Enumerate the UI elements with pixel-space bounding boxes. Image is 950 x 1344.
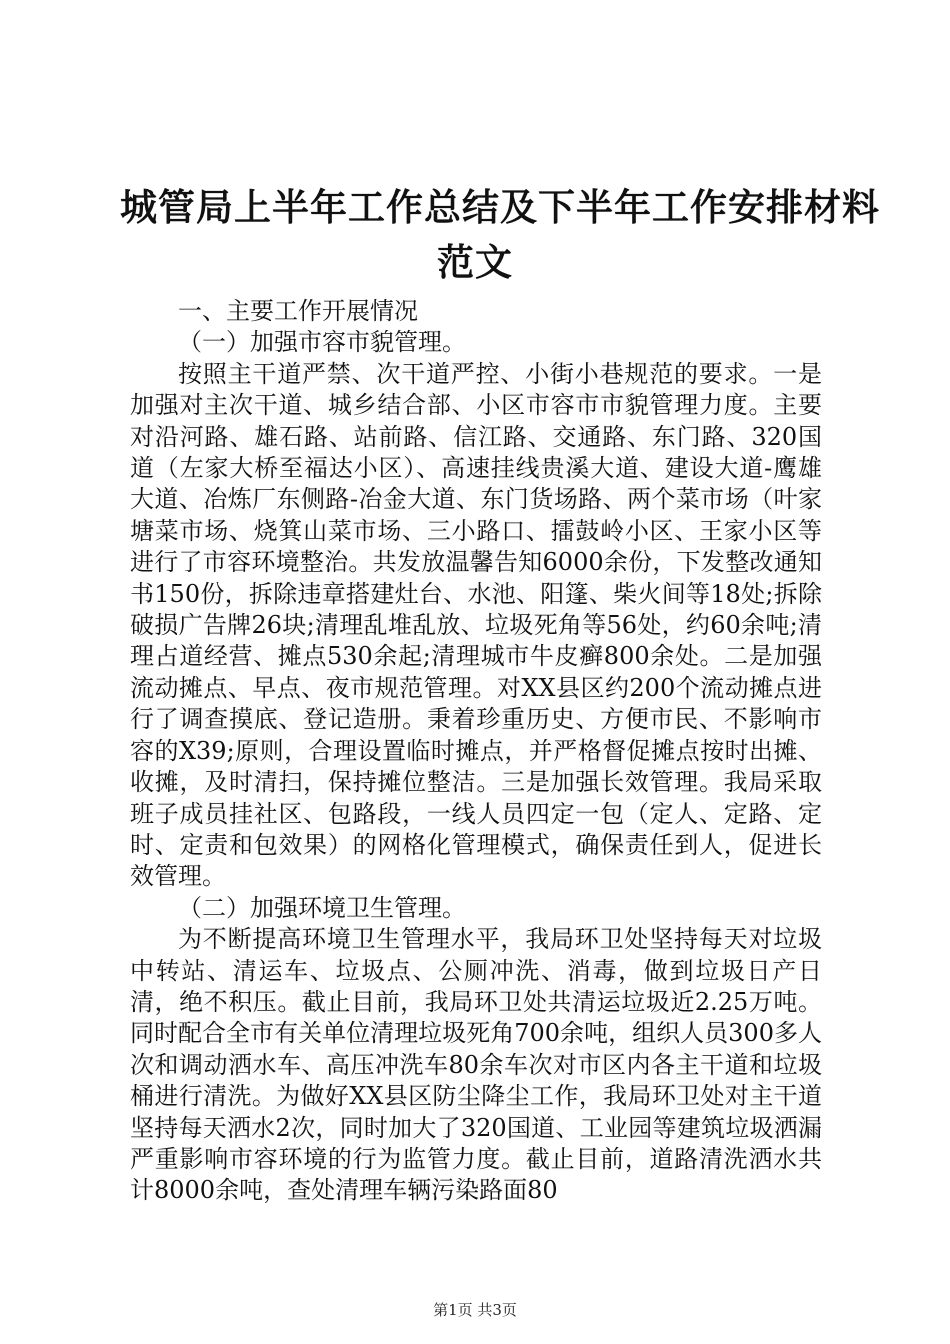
body-paragraph: 按照主干道严禁、次干道严控、小街小巷规范的要求。一是加强对主次干道、城乡结合部、小区市容市市貌管理力度。主要对沿河路、雄石路、站前路、信江路、交通路、东门路、320国道（左家大桥至福达小区）、高速挂线贵溪大道、建设大道-鹰雄大道、冶炼厂东侧路-冶金大道、东门货场路、两个菜市场（叶家塘菜市场、烧箕山菜市场、三小路口、擂鼓岭小区、王家小区等进行了市容环境整治。共发放温馨告知6000余份，下发整改通知书150份，拆除违章搭建灶台、水池、阳篷、柴火间等18处;拆除破损广告牌26块;清理乱堆乱放、垃圾死角等56处，约60余吨;清理占道经营、摊点530余起;清理城市牛皮癣800余处。二是加强流动摊点、早点、夜市规范管理。对XX县区约200个流动摊点进行了调查摸底、登记造册。秉着珍重历史、方便市民、不影响市容的X39;原则，合理设置临时摊点，并严格督促摊点按时出摊、收摊，及时清扫，保持摊位整洁。三是加强长效管理。我局采取班子成员挂社区、包路段，一线人员四定一包（定人、定路、定时、定责和包效果）的网格化管理模式，确保责任到人，促进长效管理。 — [130, 359, 822, 891]
document-title-line-2: 范文 — [437, 241, 513, 284]
document-body — [130, 296, 822, 1207]
subsection-heading: （一）加强市容市貌管理。 — [178, 328, 466, 357]
subsection-heading: （二）加强环境卫生管理。 — [178, 893, 466, 922]
document-title-line-1: 城管局上半年工作总结及下半年工作安排材料 — [120, 186, 880, 229]
body-paragraph: 为不断提高环境卫生管理水平，我局环卫处坚持每天对垃圾中转站、清运车、垃圾点、公厕冲洗、消毒，做到垃圾日产日清，绝不积压。截止目前，我局环卫处共清运垃圾近2.25万吨。同时配合全市有关单位清理垃圾死角700余吨，组织人员300多人次和调动洒水车、高压冲洗车80余车次对市区内各主干道和垃圾桶进行清洗。为做好XX县区防尘降尘工作，我局环卫处对主干道坚持每天洒水2次，同时加大了320国道、工业园等建筑垃圾洒漏严重影响市容环境的行为监管力度。截止目前，道路清洗洒水共计8000余吨，查处清理车辆污染路面80 — [130, 925, 822, 1205]
section-heading: 一、主要工作开展情况 — [178, 297, 418, 325]
page-footer: 第1页 共3页 — [433, 1301, 517, 1319]
